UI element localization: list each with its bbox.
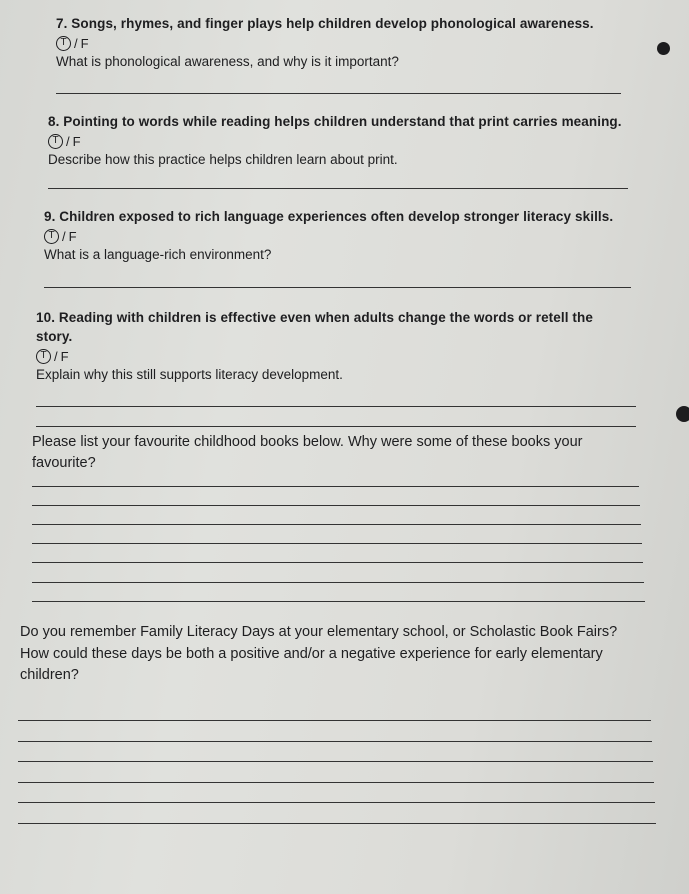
answer-line[interactable] [32, 524, 641, 525]
question-7 [56, 14, 616, 71]
true-option-circled[interactable]: T [48, 134, 63, 149]
true-false-choice[interactable] [48, 132, 638, 150]
question-statement: 9. Children exposed to rich language experiences often develop stronger literacy skills. [44, 209, 614, 224]
true-false-choice[interactable] [36, 347, 626, 365]
answer-line[interactable] [44, 287, 631, 288]
question-9 [44, 207, 644, 264]
answer-line[interactable] [36, 406, 636, 407]
choice-separator: / [62, 228, 66, 244]
answer-line[interactable] [18, 761, 653, 762]
true-false-choice[interactable] [56, 34, 616, 52]
answer-line[interactable] [18, 782, 654, 783]
question-statement: 8. Pointing to words while reading helps children understand that print carries meaning. [48, 114, 622, 129]
binder-hole-top [657, 42, 670, 55]
answer-line[interactable] [32, 505, 640, 506]
false-option[interactable]: F [60, 348, 69, 364]
answer-line[interactable] [18, 720, 651, 721]
family-literacy-prompt: Do you remember Family Literacy Days at your elementary school, or Scholastic Book Fairs? How could these days be both a positive and/or a negative experience for early elementary children? [20, 624, 618, 683]
answer-line[interactable] [32, 486, 639, 487]
question-prompt: What is phonological awareness, and why is it important? [56, 54, 399, 69]
answer-line[interactable] [18, 741, 652, 742]
false-option[interactable]: F [80, 35, 89, 51]
true-option-circled[interactable]: T [56, 36, 71, 51]
question-statement: 10. Reading with children is effective even when adults change the words or retell the story. [36, 310, 593, 344]
answer-line[interactable] [32, 543, 642, 544]
answer-line[interactable] [18, 823, 656, 824]
question-prompt: What is a language-rich environment? [44, 247, 272, 262]
choice-separator: / [66, 133, 70, 149]
false-option[interactable]: F [72, 133, 81, 149]
question-10 [36, 308, 626, 384]
false-option[interactable]: F [68, 228, 77, 244]
binder-hole-middle [676, 406, 689, 422]
answer-line[interactable] [18, 802, 655, 803]
true-option-circled[interactable]: T [36, 349, 51, 364]
question-8 [48, 112, 638, 169]
answer-line[interactable] [56, 93, 621, 94]
choice-separator: / [54, 348, 58, 364]
question-prompt: Describe how this practice helps children learn about print. [48, 152, 398, 167]
answer-line[interactable] [48, 188, 628, 189]
true-option-circled[interactable]: T [44, 229, 59, 244]
answer-line[interactable] [32, 562, 643, 563]
answer-line[interactable] [32, 601, 645, 602]
question-prompt: Explain why this still supports literacy development. [36, 367, 343, 382]
answer-line[interactable] [32, 582, 644, 583]
true-false-choice[interactable] [44, 227, 644, 245]
favourite-books-prompt: Please list your favourite childhood books below. Why were some of these books your favourite? [32, 434, 583, 471]
answer-line[interactable] [36, 426, 636, 427]
question-statement: 7. Songs, rhymes, and finger plays help children develop phonological awareness. [56, 16, 594, 31]
choice-separator: / [74, 35, 78, 51]
